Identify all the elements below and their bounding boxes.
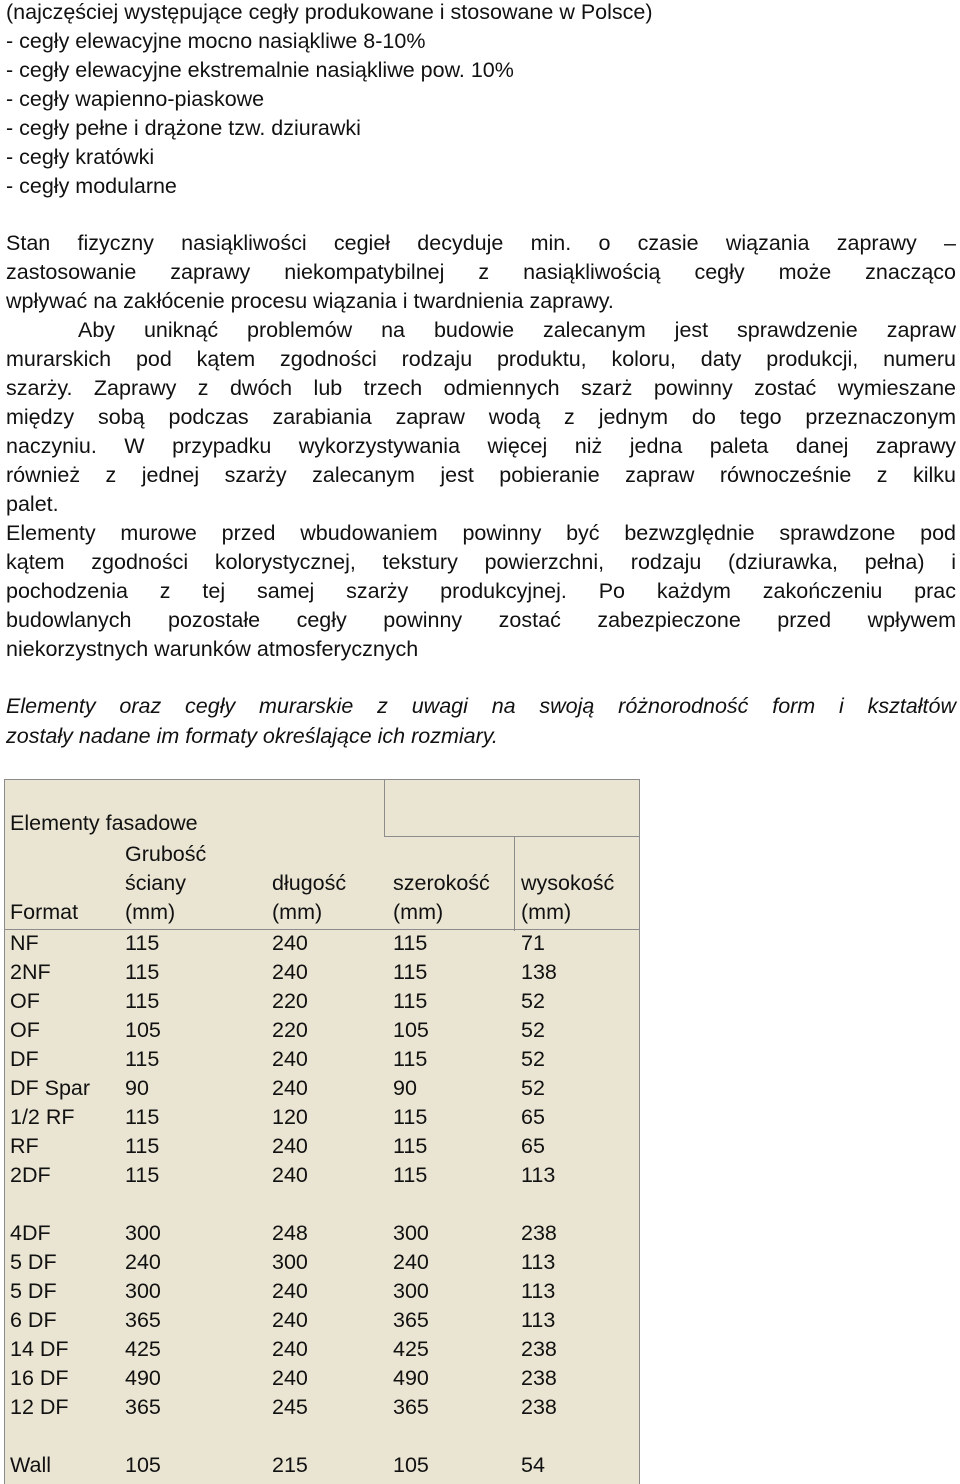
cell-format: OF (10, 989, 40, 1013)
cell-length: 240 (272, 1076, 308, 1100)
cell-height: 54 (521, 1453, 545, 1477)
cell-height: 52 (521, 1018, 545, 1042)
cell-format: DF (10, 1047, 39, 1071)
cell-width: 115 (393, 989, 428, 1013)
cell-thickness: 425 (125, 1337, 161, 1361)
header-length: (mm) (272, 900, 323, 924)
header-length: długość (272, 871, 347, 895)
cell-width: 490 (393, 1366, 429, 1390)
cell-length: 215 (272, 1453, 308, 1477)
cell-width: 300 (393, 1221, 429, 1245)
cell-format: Wall (10, 1453, 52, 1477)
cell-thickness: 115 (125, 1105, 160, 1129)
cell-format: 5 DF (10, 1250, 57, 1274)
cell-width: 365 (393, 1395, 429, 1419)
list-item: - cegły elewacyjne ekstremalnie nasiąkliwe pow. 10% (6, 58, 514, 82)
header-height: (mm) (521, 900, 572, 924)
cell-thickness: 115 (125, 989, 160, 1013)
cell-format: 1/2 RF (10, 1105, 75, 1129)
cell-thickness: 300 (125, 1279, 161, 1303)
cell-format: NF (10, 931, 39, 955)
cell-thickness: 115 (125, 960, 160, 984)
cell-length: 240 (272, 1163, 308, 1187)
cell-length: 240 (272, 1279, 308, 1303)
cell-thickness: 365 (125, 1308, 161, 1332)
cell-width: 300 (393, 1279, 429, 1303)
list-intro: (najczęściej występujące cegły produkowane i stosowane w Polsce) (6, 0, 653, 24)
cell-height: 113 (521, 1163, 556, 1187)
italic-line: Elementy oraz cegły murarskie z uwagi na swoją różnorodność form i kształtów (6, 694, 956, 718)
cell-length: 240 (272, 960, 308, 984)
cell-thickness: 90 (125, 1076, 149, 1100)
paragraph-line: murarskich pod kątem zgodności rodzaju produktu, koloru, daty produkcji, numeru (6, 347, 956, 371)
cell-thickness: 240 (125, 1250, 161, 1274)
cell-length: 240 (272, 1047, 308, 1071)
cell-width: 115 (393, 1163, 428, 1187)
paragraph-line: zastosowanie zaprawy niekompatybilnej z nasiąkliwością cegły może znacząco (6, 260, 956, 284)
cell-height: 238 (521, 1221, 557, 1245)
cell-format: OF (10, 1018, 40, 1042)
paragraph-line: niekorzystnych warunków atmosferycznych (6, 637, 419, 661)
paragraph-line: pochodzenia z tej samej szarży produkcyjnej. Po każdym zakończeniu prac (6, 579, 956, 603)
header-thickness: ściany (125, 871, 186, 895)
cell-height: 113 (521, 1279, 556, 1303)
list-item: - cegły pełne i drążone tzw. dziurawki (6, 116, 361, 140)
list-item: - cegły modularne (6, 174, 177, 198)
cell-format: 5 DF (10, 1279, 57, 1303)
cell-width: 240 (393, 1250, 429, 1274)
paragraph-line: palet. (6, 492, 59, 516)
cell-format: 16 DF (10, 1366, 69, 1390)
paragraph-line: Stan fizyczny nasiąkliwości cegieł decyduje min. o czasie wiązania zaprawy – (6, 231, 956, 255)
italic-line: zostały nadane im formaty określające ich rozmiary. (6, 724, 498, 748)
cell-format: 2DF (10, 1163, 51, 1187)
table-title: Elementy fasadowe (10, 811, 198, 835)
cell-length: 240 (272, 1366, 308, 1390)
cell-height: 113 (521, 1308, 556, 1332)
cell-thickness: 115 (125, 1163, 160, 1187)
cell-width: 105 (393, 1453, 429, 1477)
header-format: Format (10, 900, 79, 924)
cell-height: 238 (521, 1337, 557, 1361)
cell-thickness: 115 (125, 1047, 160, 1071)
cell-length: 120 (272, 1105, 308, 1129)
paragraph-line: szarży. Zaprawy z dwóch lub trzech odmiennych szarż powinny zostać wymieszane (6, 376, 956, 400)
list-item: - cegły wapienno-piaskowe (6, 87, 265, 111)
cell-height: 52 (521, 1047, 545, 1071)
cell-width: 115 (393, 1134, 428, 1158)
cell-width: 115 (393, 1047, 428, 1071)
cell-width: 115 (393, 960, 428, 984)
cell-width: 105 (393, 1018, 429, 1042)
cell-thickness: 300 (125, 1221, 161, 1245)
cell-format: 14 DF (10, 1337, 69, 1361)
header-height: wysokość (521, 871, 615, 895)
cell-length: 220 (272, 989, 308, 1013)
cell-height: 65 (521, 1134, 545, 1158)
cell-length: 240 (272, 1337, 308, 1361)
header-width: szerokość (393, 871, 490, 895)
table-header-divider (384, 836, 640, 837)
paragraph-line: budowlanych pozostałe cegły powinny zostać zabezpieczone przed wpływem (6, 608, 956, 632)
cell-thickness: 115 (125, 931, 160, 955)
cell-height: 138 (521, 960, 557, 984)
table-border-top (4, 779, 640, 780)
header-width: (mm) (393, 900, 444, 924)
cell-thickness: 105 (125, 1453, 161, 1477)
paragraph-line: między sobą podczas zarabiania zapraw wodą z jednym do tego przeznaczonym (6, 405, 956, 429)
paragraph-line: kątem zgodności kolorystycznej, tekstury powierzchni, rodzaju (dziurawka, pełna) i (6, 550, 956, 574)
cell-length: 245 (272, 1395, 308, 1419)
list-item: - cegły kratówki (6, 145, 155, 169)
cell-length: 240 (272, 1134, 308, 1158)
cell-format: RF (10, 1134, 39, 1158)
cell-width: 115 (393, 1105, 428, 1129)
cell-format: 12 DF (10, 1395, 69, 1419)
cell-format: 4DF (10, 1221, 51, 1245)
cell-width: 365 (393, 1308, 429, 1332)
cell-length: 220 (272, 1018, 308, 1042)
cell-thickness: 490 (125, 1366, 161, 1390)
cell-thickness: 105 (125, 1018, 161, 1042)
paragraph-line: wpływać na zakłócenie procesu wiązania i twardnienia zaprawy. (6, 289, 614, 313)
cell-length: 300 (272, 1250, 308, 1274)
table-border-right (639, 779, 640, 1484)
cell-height: 113 (521, 1250, 556, 1274)
cell-height: 52 (521, 989, 545, 1013)
cell-length: 240 (272, 1308, 308, 1332)
list-item: - cegły elewacyjne mocno nasiąkliwe 8-10% (6, 29, 426, 53)
cell-height: 71 (521, 931, 545, 955)
cell-height: 52 (521, 1076, 545, 1100)
header-thickness: (mm) (125, 900, 176, 924)
formats-table (4, 779, 640, 1484)
paragraph-line: Elementy murowe przed wbudowaniem powinny być bezwzględnie sprawdzone pod (6, 521, 956, 545)
paragraph-line: również z jednej szarży zalecanym jest pobieranie zapraw równocześnie z kilku (6, 463, 956, 487)
cell-height: 238 (521, 1395, 557, 1419)
cell-height: 238 (521, 1366, 557, 1390)
cell-width: 425 (393, 1337, 429, 1361)
cell-thickness: 365 (125, 1395, 161, 1419)
paragraph-line: Aby uniknąć problemów na budowie zalecanym jest sprawdzenie zapraw (78, 318, 956, 342)
cell-width: 115 (393, 931, 428, 955)
cell-height: 65 (521, 1105, 545, 1129)
cell-width: 90 (393, 1076, 417, 1100)
header-thickness: Grubość (125, 842, 207, 866)
cell-thickness: 115 (125, 1134, 160, 1158)
table-header-divider (514, 836, 515, 931)
cell-format: 6 DF (10, 1308, 57, 1332)
cell-length: 248 (272, 1221, 308, 1245)
cell-format: 2NF (10, 960, 51, 984)
table-header-divider (384, 779, 385, 837)
cell-format: DF Spar (10, 1076, 91, 1100)
paragraph-line: naczyniu. W przypadku wykorzystywania więcej niż jedna paleta danej zaprawy (6, 434, 956, 458)
cell-length: 240 (272, 931, 308, 955)
table-border-left (4, 779, 5, 1484)
